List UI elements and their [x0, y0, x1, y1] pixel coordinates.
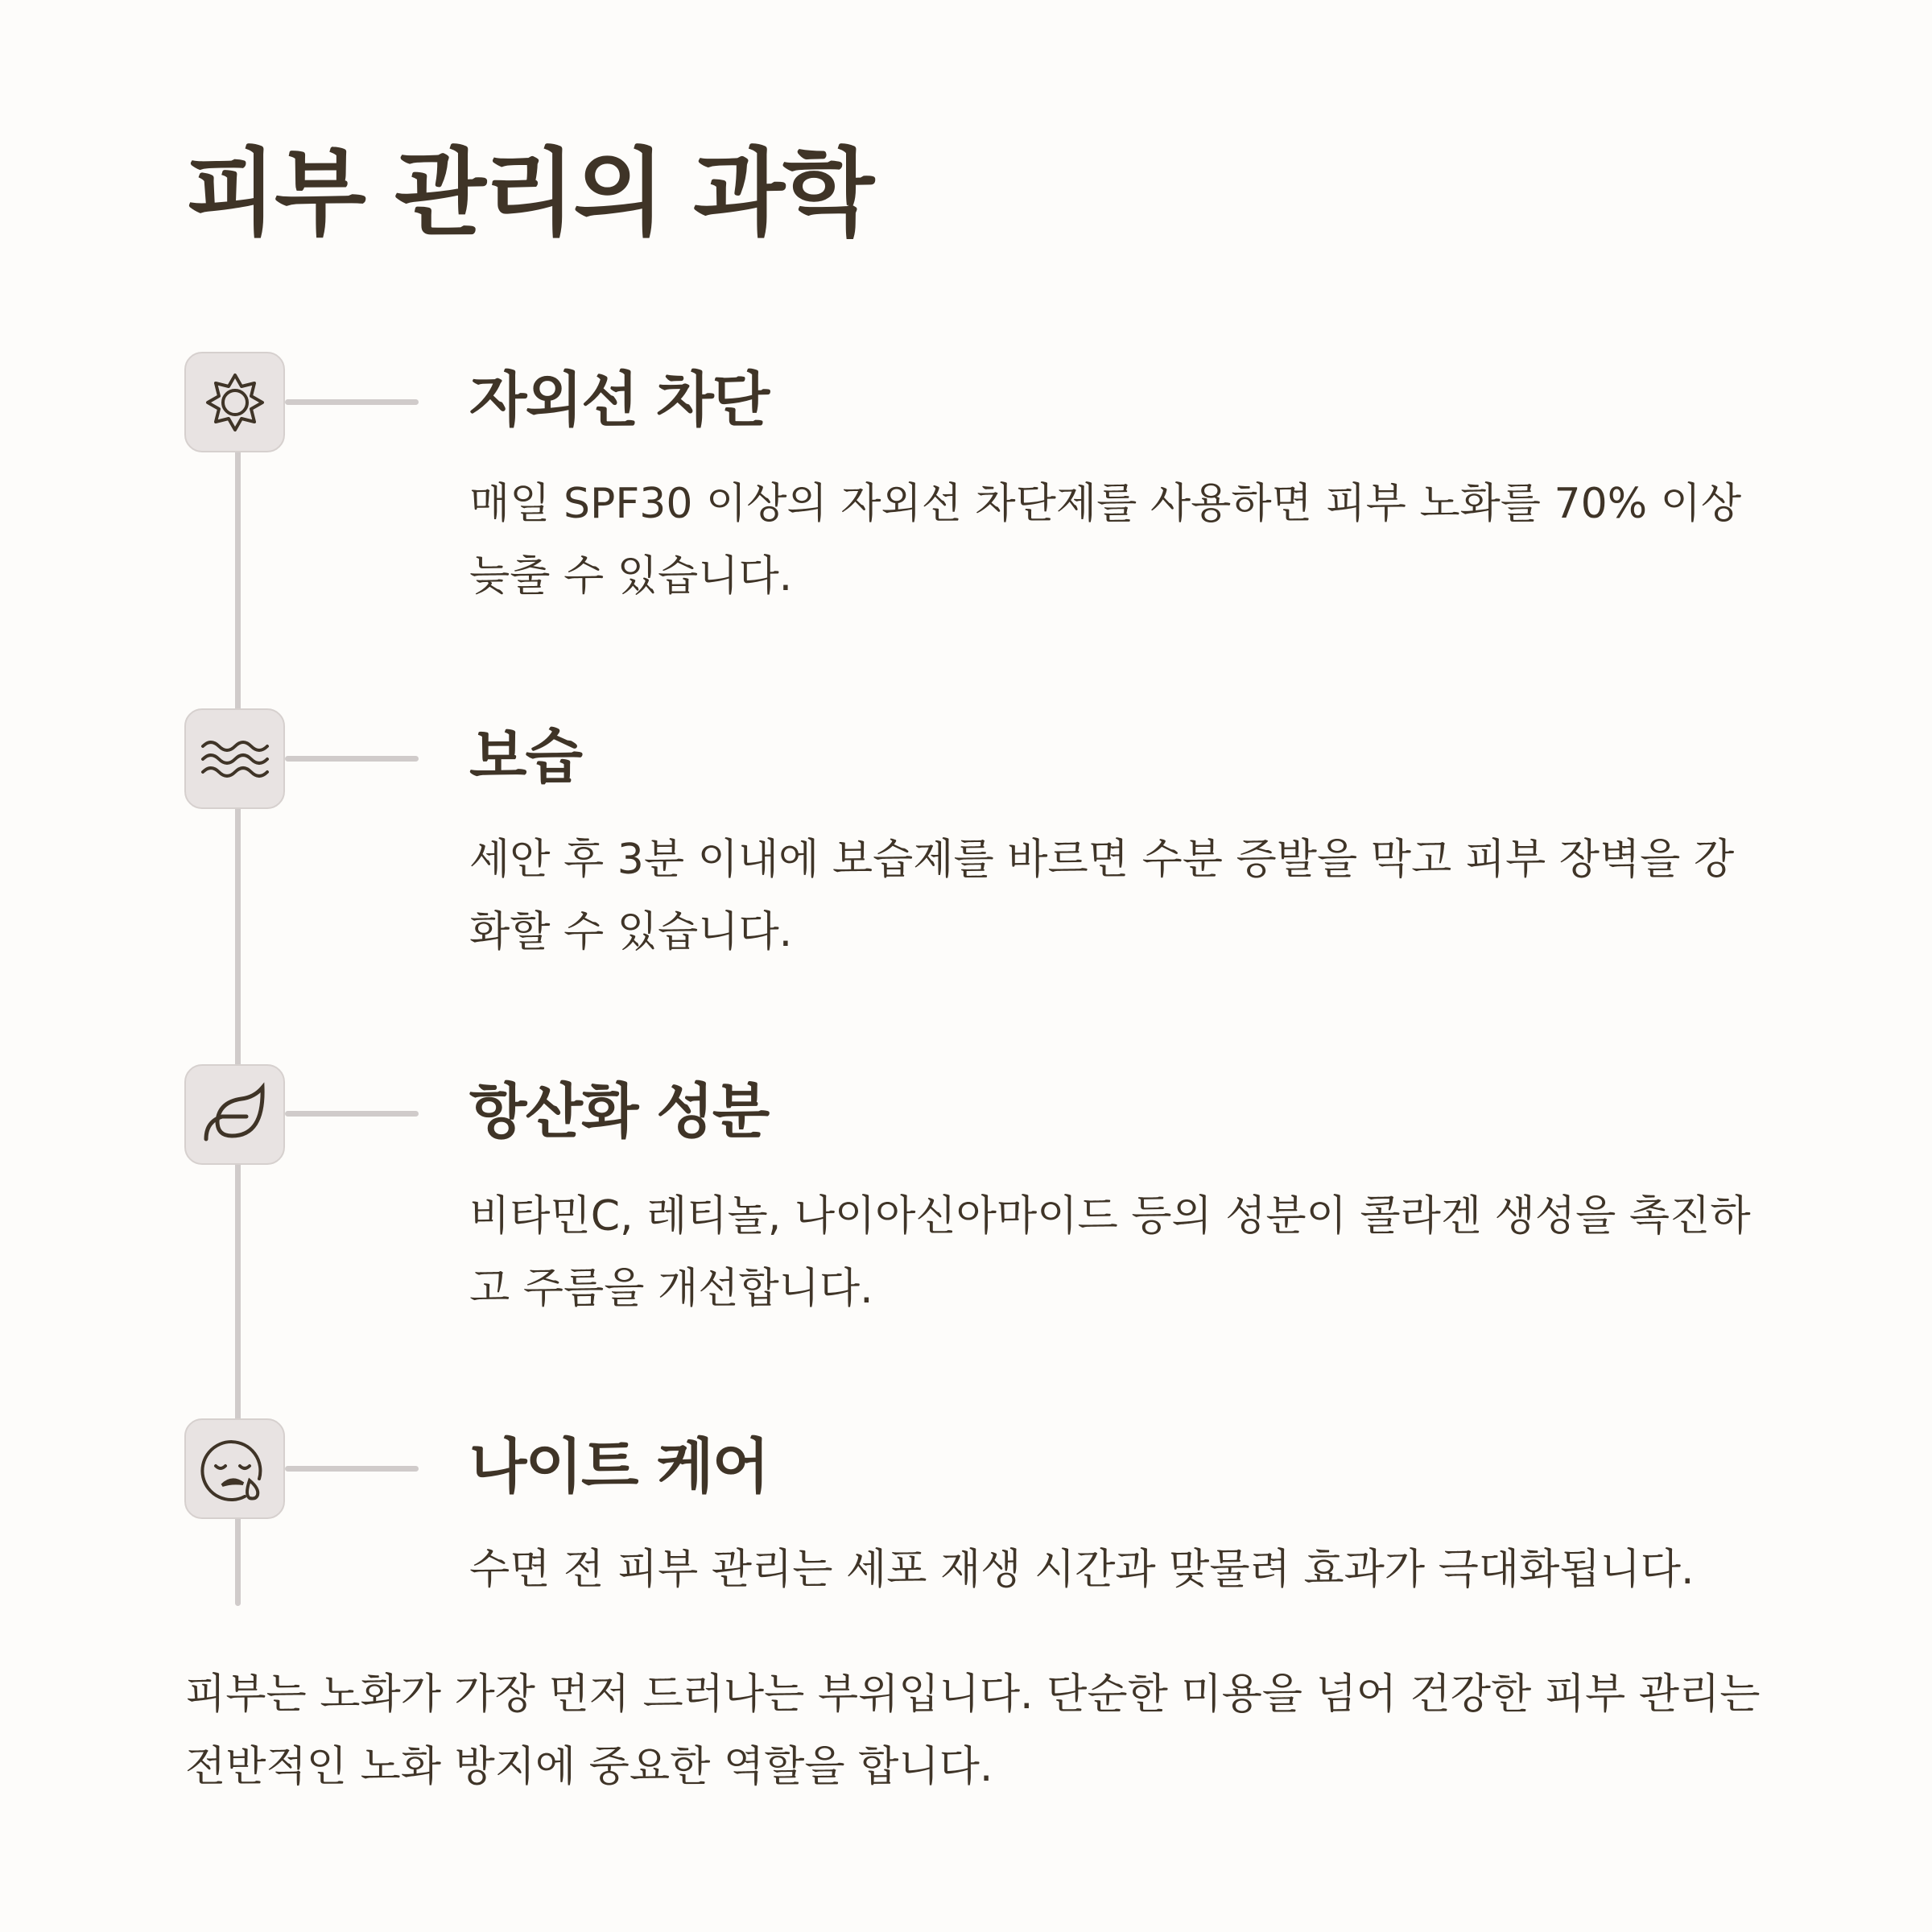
leaf-icon — [200, 1080, 270, 1150]
connector-line — [285, 1111, 419, 1117]
page-title: 피부 관리의 과학 — [185, 138, 873, 249]
sun-icon — [200, 367, 270, 438]
connector-line — [285, 1466, 419, 1472]
item-description: 매일 SPF30 이상의 자외선 차단제를 사용하면 피부 노화를 70% 이상 늦출 수 있습니다. — [469, 480, 1742, 601]
item-heading: 나이트 케어 — [469, 1432, 769, 1501]
icon-box — [184, 352, 285, 452]
timeline-line — [235, 452, 241, 708]
item-heading: 자외선 차단 — [469, 365, 769, 435]
timeline-line — [235, 1519, 241, 1606]
water-waves-icon — [200, 724, 270, 795]
timeline-line — [235, 1165, 241, 1418]
item-heading: 항산화 성분 — [469, 1077, 769, 1146]
item-description: 비타민C, 레티놀, 나이아신아마이드 등의 성분이 콜라겐 생성을 촉진하고 주름을 개선합니다. — [469, 1192, 1751, 1313]
item-description: 수면 전 피부 관리는 세포 재생 시간과 맞물려 효과가 극대화됩니다. — [469, 1546, 1695, 1594]
icon-box — [184, 708, 285, 809]
sleeping-face-icon — [200, 1434, 270, 1505]
timeline-line — [235, 809, 241, 1064]
connector-line — [285, 399, 419, 405]
item-heading: 보습 — [469, 722, 581, 791]
item-description: 세안 후 3분 이내에 보습제를 바르면 수분 증발을 막고 피부 장벽을 강화할 수 있습니다. — [469, 836, 1735, 956]
summary-paragraph: 피부는 노화가 가장 먼저 드러나는 부위입니다. 단순한 미용을 넘어 건강한 피부 관리는 전반적인 노화 방지에 중요한 역할을 합니다. — [185, 1670, 1761, 1791]
icon-box — [184, 1064, 285, 1165]
icon-box — [184, 1418, 285, 1519]
connector-line — [285, 756, 419, 762]
